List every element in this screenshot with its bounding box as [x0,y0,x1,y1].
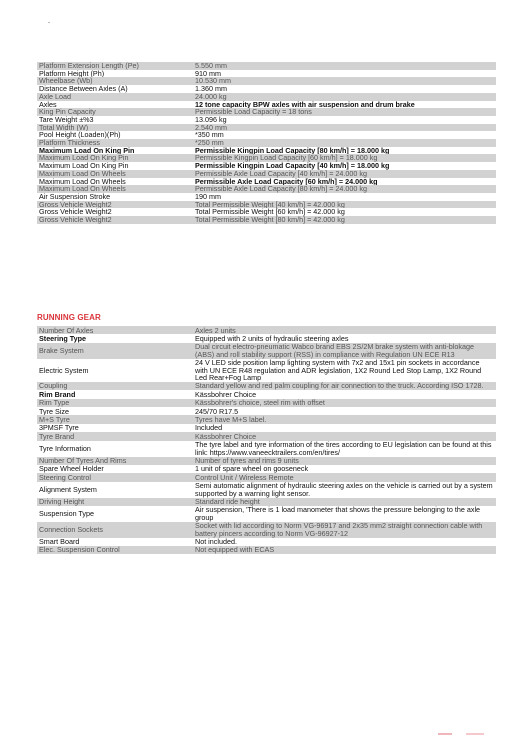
spec-row [37,101,496,109]
running-gear-title: RUNNING GEAR [37,313,101,322]
footer-mark [438,733,452,735]
spec-row [37,139,496,147]
spec-row [37,522,496,538]
spec-row [37,465,496,473]
spec-label: Steering Type [39,334,86,343]
spec-label: Air Suspension Stroke [39,192,111,201]
spec-row [37,131,496,139]
spec-value: Standard yellow and red palm coupling for air connection to the truck. According ISO 1728. [191,382,496,390]
spec-value: 1.360 mm [195,85,227,93]
spec-value: Total Permissible Weight [40 km/h] = 42.000 kg [191,201,496,209]
spec-value: *350 mm [195,131,224,140]
spec-label: Coupling [37,382,191,390]
spec-row [37,77,496,85]
spec-label: Electric System [39,365,89,375]
spec-row [37,473,496,481]
spec-row [37,334,496,342]
spec-label: Rim Type [37,399,191,407]
spec-label: Total Width (W) [37,124,191,132]
spec-label: Number Of Tyres And Rims [37,457,191,465]
spec-row [37,399,496,407]
spec-label: Spare Wheel Holder [39,464,104,474]
footer-mark [466,733,484,735]
spec-row [37,390,496,398]
spec-row [37,170,496,178]
spec-value: 12 tone capacity BPW axles with air suspension and drum brake [195,100,415,109]
spec-value: Not included. [195,537,237,546]
spec-value: 5.550 mm [191,62,496,70]
spec-value: Tyres have M+S label. [191,415,496,423]
spec-value: *250 mm [191,139,496,147]
spec-value: 10.530 mm [191,77,496,85]
spec-label: Connection Sockets [37,522,191,538]
spec-label: Platform Thickness [37,139,191,147]
spec-label: Platform Extension Length (Pe) [37,62,191,70]
spec-value: Not equipped with ECAS [191,546,496,554]
spec-value: Permissible Axle Load Capacity [60 km/h] = 24.000 kg [195,177,378,186]
spec-value: Axles 2 units [191,326,496,334]
spec-row [37,326,496,334]
spec-row [37,546,496,554]
spec-label: Elec. Suspension Control [37,546,191,554]
spec-value: 2.540 mm [191,124,496,132]
spec-label: Tyre Information [39,443,91,453]
spec-row [37,407,496,415]
spec-value: Dual circuit electro-pneumatic Wabco brand EBS 2S/2M brake system with anti-blokage (ABS) and roll stability support (RSS) in compliance with Regulation UN ECE R13 [191,343,496,359]
dimensions-spec-table [37,62,496,224]
spec-row [37,85,496,93]
spec-value: Air suspension, 'There is 1 load manometer that shows the pressure belonging to the axle group [195,505,481,522]
spec-row [37,441,496,457]
spec-label: Distance Between Axles (A) [39,85,128,93]
spec-value: Permissible Kingpin Load Capacity [40 km/h] = 18.000 kg [195,162,390,170]
spec-value: 13.096 kg [195,115,227,124]
spec-value: Semi automatic alignment of hydraulic steering axles on the vehicle is carried out by a system supported by a warning light sensor. [195,481,493,498]
spec-value: Permissible Kingpin Load Capacity [60 km/h] = 18.000 kg [191,154,496,162]
spec-row [37,108,496,116]
spec-value: The tyre label and tyre information of the tires according to EU legislation can be found at this link: https://www.vaneecktrailers.com/en/tires/ [195,440,492,457]
spec-row [37,154,496,162]
spec-value: 190 mm [195,192,221,201]
spec-label: Steering Control [37,473,191,481]
spec-value: Included [195,423,223,433]
spec-label: Tyre Size [39,407,69,416]
spec-label: Suspension Type [39,509,95,519]
spec-row [37,382,496,390]
spec-label: Rim Brand [39,390,76,399]
spec-label: M+S Tyre [37,415,191,423]
spec-row [37,93,496,101]
spec-label: Tyre Brand [37,432,191,440]
spec-row [37,147,496,155]
spec-value: 24.000 kg [191,93,496,101]
spec-value: 24 V LED side position lamp lighting system with 7x2 and 15x1 pin sockets in accordance with UN ECE R48 regulation and ADR legislation, 1X2 Round Led Stop Lamp, 1X2 Round Led Rear+Fog Lamp [195,358,482,382]
spec-row [37,424,496,432]
spec-row [37,359,496,382]
spec-label: Smart Board [39,537,80,546]
spec-label: Driving Height [37,498,191,506]
spec-value: Kässbohrer Choice [195,390,257,399]
spec-value: 245/70 R17.5 [195,407,239,416]
spec-label: Tare Weight ±%3 [39,115,94,124]
spec-row [37,506,496,522]
spec-row [37,162,496,170]
spec-label: Gross Vehicle Weight2 [37,216,191,224]
spec-label: Brake System [37,343,191,359]
spec-label: 3PMSF Tyre [39,423,79,433]
spec-value: Total Permissible Weight [60 km/h] = 42.000 kg [195,208,345,217]
spec-row [37,124,496,132]
spec-label: Wheelbase (Wb) [37,77,191,85]
spec-row [37,201,496,209]
spec-label: Maximum Load On Wheels [37,170,191,178]
spec-label: Axle Load [37,93,191,101]
spec-label: Axles [39,100,57,109]
spec-label: Maximum Load On Wheels [37,185,191,193]
spec-row [37,193,496,201]
spec-value: Kässbohrer's choice, steel rim with offset [191,399,496,407]
spec-value: Socket with lid according to Norm VG-96917 and 2x35 mm2 straight connection cable with battery pincers according to Norm VG-96927-12 [191,522,496,538]
spec-row [37,415,496,423]
spec-row [37,62,496,70]
spec-label: Gross Vehicle Weight2 [39,208,112,217]
spec-row [37,457,496,465]
spec-label: Maximum Load On Wheels [39,177,126,186]
spec-row [37,216,496,224]
spec-value: Permissible Kingpin Load Capacity [80 km/h] = 18.000 kg [195,146,390,155]
spec-row [37,70,496,78]
spec-value: Kässbohrer Choice [191,432,496,440]
spec-value: Total Permissible Weight [80 km/h] = 42.000 kg [191,216,496,224]
spec-row [37,178,496,186]
scan-speck [48,22,50,23]
spec-row [37,538,496,546]
spec-label: Gross Vehicle Weight2 [37,201,191,209]
spec-label: Maximum Load On King Pin [39,146,135,155]
spec-row [37,185,496,193]
spec-row [37,498,496,506]
spec-label: Number Of Axles [37,326,191,334]
spec-label: Alignment System [39,484,97,494]
spec-row [37,432,496,440]
spec-value: 910 mm [195,69,221,78]
spec-label: King Pin Capacity [37,108,191,116]
spec-value: Permissible Load Capacity = 18 tons [191,108,496,116]
spec-label: Maximum Load On King Pin [39,162,129,170]
spec-value: Equipped with 2 units of hydraulic steering axles [195,334,349,343]
spec-label: Pool Height (Loaden)(Ph) [39,131,121,140]
spec-value: Control Unit / Wireless Remote [191,473,496,481]
spec-row [37,482,496,498]
spec-value: Number of tyres and rims 9 units [191,457,496,465]
spec-value: 1 unit of spare wheel on gooseneck [195,464,309,474]
spec-value: Permissible Axle Load Capacity [80 km/h] = 24.000 kg [191,185,496,193]
spec-value: Standard ride height [191,498,496,506]
spec-label: Platform Height (Ph) [39,69,105,78]
spec-label: Maximum Load On King Pin [37,154,191,162]
running-gear-spec-table [37,326,496,554]
spec-row [37,208,496,216]
spec-row [37,116,496,124]
spec-row [37,343,496,359]
spec-value: Permissible Axle Load Capacity [40 km/h] = 24.000 kg [191,170,496,178]
